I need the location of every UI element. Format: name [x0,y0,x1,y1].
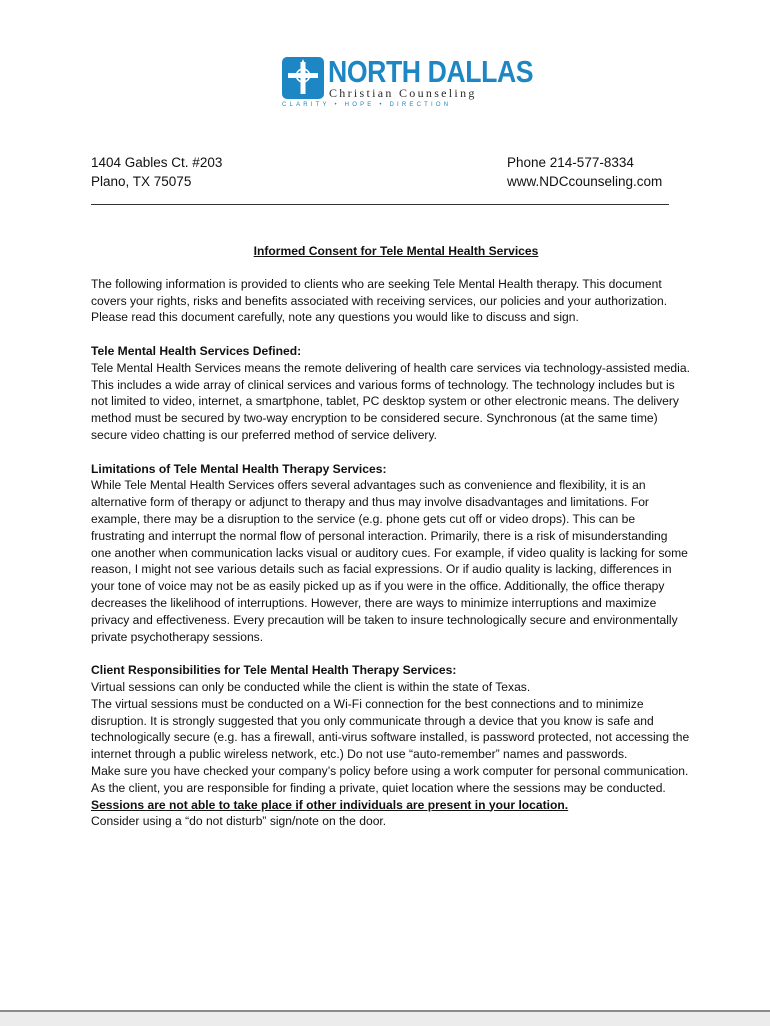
logo-subtitle: Christian Counseling [329,86,477,100]
header-divider [91,204,669,205]
section-heading-responsibilities: Client Responsibilities for Tele Mental Health Therapy Services: [91,663,457,678]
city-state-zip: Plano, TX 75075 [91,174,192,189]
section-heading-limitations: Limitations of Tele Mental Health Therapy Services: [91,461,387,476]
section-body-defined: Tele Mental Health Services means the remote delivering of health care services via technology-assisted media. This includes a wide array of clinical services and various forms of technology. The technology includes but is not limited to video, internet, a smartphone, tablet, PC desktop system or other electronic means. The delivery method must be secured by two-way encryption to be considered secure. Synchronous (at the same time) secure video chatting is our preferred method of service delivery. [91,360,690,442]
responsibility-texas: Virtual sessions can only be conducted while the client is within the state of Texas. [91,679,531,694]
company-logo [282,54,534,113]
phone-number: Phone 214-577-8334 [507,155,634,170]
intro-paragraph: The following information is provided to clients who are seeking Tele Mental Health therapy. This document covers your rights, risks and benefits associated with receiving services, our policies and your authorization. Please read this document carefully, note any questions you would like to discuss and sign. [91,276,668,325]
section-body-limitations: While Tele Mental Health Services offers several advantages such as convenience and flexibility, it is an alternative form of therapy or adjunct to therapy and thus may involve disadvantages and limitations. For example, there may be a disruption to the service (e.g. phone gets cut off or video drops). This can be frustrating and interrupt the normal flow of personal interaction. Primarily, there is a risk of misunderstanding one another when communication lacks visual or auditory cues. For example, if video quality is lacking for some reason, I might not see various details such as facial expressions. Or if audio quality is lacking, differences in your tone of voice may not be as easily picked up as if you were in the office. Additionally, the office therapy decreases the likelihood of interruptions. However, there are ways to minimize interruptions and maximize privacy and effectiveness. Every precaution will be taken to insure technologically secure and environmentally private psychotherapy sessions. [91,478,688,644]
compass-cross-icon [282,57,324,99]
logo-tagline: CLARITY • HOPE • DIRECTION [282,102,452,108]
responsibility-do-not-disturb: Consider using a “do not disturb” sign/note on the door. [91,814,387,829]
section-heading-defined: Tele Mental Health Services Defined: [91,343,302,358]
responsibility-wifi: The virtual sessions must be conducted on a Wi-Fi connection for the best connections and to minimize disruption. It is strongly suggested that you only communicate through a device that you know is safe and technologically secure (e.g. has a firewall, anti-virus software installed, is password protected, not accessing the internet through a public wireless network, etc.) Do not use “auto-remember” names and passwords. [91,696,690,762]
mailing-address [91,153,222,191]
paragraph-spacer [91,326,691,343]
responsibility-location [91,763,691,813]
website-link[interactable]: www.NDCcounseling.com [507,174,663,189]
contact-info [507,153,662,191]
paragraph-spacer [91,645,691,662]
responsibility-emphasis: Sessions are not able to take place if other individuals are present in your location. [91,797,569,812]
document-title: Informed Consent for Tele Mental Health Services [253,244,539,258]
document-body [91,243,691,830]
paragraph-spacer [91,444,691,461]
street-address: 1404 Gables Ct. #203 [91,155,223,170]
responsibility-location-text: Make sure you have checked your company’s policy before using a work computer for personal communication. As the client, you are responsible for finding a private, quiet location where the sessions may be conducted. [91,763,689,795]
logo-name: NORTH DALLAS [328,54,534,89]
